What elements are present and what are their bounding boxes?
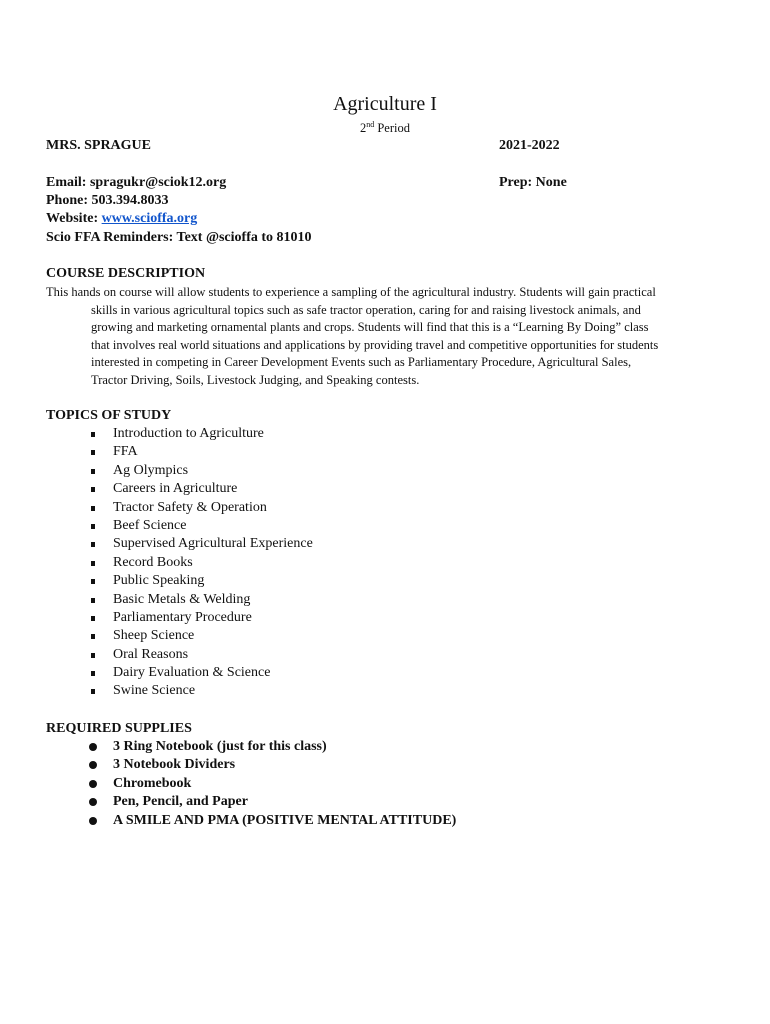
supplies-heading: REQUIRED SUPPLIES — [46, 721, 192, 736]
list-item: Introduction to Agriculture — [89, 425, 313, 443]
course-description-heading: COURSE DESCRIPTION — [46, 266, 206, 281]
round-bullet-icon — [89, 743, 97, 751]
period-word: Period — [374, 121, 410, 135]
website-link[interactable]: www.scioffa.org — [101, 211, 198, 226]
square-bullet-icon — [91, 616, 95, 621]
square-bullet-icon — [91, 542, 95, 547]
list-item: Sheep Science — [89, 627, 313, 645]
list-item: Public Speaking — [89, 572, 313, 590]
description-line: skills in various agricultural topics such as safe tractor operation, caring for and raising livestock animals, and — [91, 302, 641, 317]
square-bullet-icon — [91, 671, 95, 676]
prep-period: Prep: None — [499, 175, 567, 190]
square-bullet-icon — [91, 450, 95, 455]
period-number: 2 — [359, 121, 367, 135]
school-year: 2021-2022 — [499, 138, 560, 153]
list-item: FFA — [89, 443, 313, 461]
list-item: Beef Science — [89, 517, 313, 535]
list-item: Pen, Pencil, and Paper — [89, 793, 456, 811]
list-item: Chromebook — [89, 775, 456, 793]
round-bullet-icon — [89, 817, 97, 825]
page-title: Agriculture I — [333, 93, 437, 115]
list-item: Ag Olympics — [89, 462, 313, 480]
round-bullet-icon — [89, 780, 97, 788]
period-ordinal: nd — [366, 120, 375, 129]
supplies-list — [89, 738, 456, 830]
description-line: Tractor Driving, Soils, Livestock Judging, and Speaking contests. — [91, 372, 420, 387]
square-bullet-icon — [91, 598, 95, 603]
website-label: Website: — [46, 211, 102, 226]
website-line — [46, 211, 197, 227]
square-bullet-icon — [91, 487, 95, 492]
square-bullet-icon — [91, 689, 95, 694]
topics-list — [89, 425, 313, 701]
square-bullet-icon — [91, 653, 95, 658]
round-bullet-icon — [89, 761, 97, 769]
square-bullet-icon — [91, 524, 95, 529]
description-line: growing and marketing ornamental plants and crops. Students will find that this is a “Learning By Doing” class — [91, 320, 649, 335]
teacher-name: MRS. SPRAGUE — [46, 138, 152, 153]
course-description — [46, 284, 734, 390]
teacher-phone: Phone: 503.394.8033 — [46, 193, 169, 208]
class-period — [0, 120, 770, 136]
topics-heading: TOPICS OF STUDY — [46, 408, 172, 423]
list-item: Oral Reasons — [89, 646, 313, 664]
square-bullet-icon — [91, 469, 95, 474]
list-item: Careers in Agriculture — [89, 480, 313, 498]
round-bullet-icon — [89, 798, 97, 806]
list-item: 3 Ring Notebook (just for this class) — [89, 738, 456, 756]
description-line: that involves real world situations and applications by providing travel and competitive opportunities for students — [91, 337, 659, 352]
description-line: interested in competing in Career Development Events such as Parliamentary Procedure, Agricultural Sales, — [91, 355, 632, 370]
square-bullet-icon — [91, 432, 95, 437]
list-item: A SMILE AND PMA (POSITIVE MENTAL ATTITUDE) — [89, 812, 456, 830]
list-item: Record Books — [89, 554, 313, 572]
list-item: Tractor Safety & Operation — [89, 499, 313, 517]
square-bullet-icon — [91, 561, 95, 566]
list-item: Basic Metals & Welding — [89, 591, 313, 609]
list-item: Parliamentary Procedure — [89, 609, 313, 627]
list-item: Supervised Agricultural Experience — [89, 535, 313, 553]
square-bullet-icon — [91, 579, 95, 584]
list-item: Swine Science — [89, 682, 313, 700]
list-item: 3 Notebook Dividers — [89, 756, 456, 774]
teacher-email: Email: spragukr@sciok12.org — [46, 175, 227, 190]
square-bullet-icon — [91, 506, 95, 511]
ffa-reminders: Scio FFA Reminders: Text @scioffa to 81010 — [46, 230, 312, 245]
square-bullet-icon — [91, 634, 95, 639]
list-item: Dairy Evaluation & Science — [89, 664, 313, 682]
description-line: This hands on course will allow students to experience a sampling of the agricultural industry. Students will gain practical — [46, 285, 656, 299]
